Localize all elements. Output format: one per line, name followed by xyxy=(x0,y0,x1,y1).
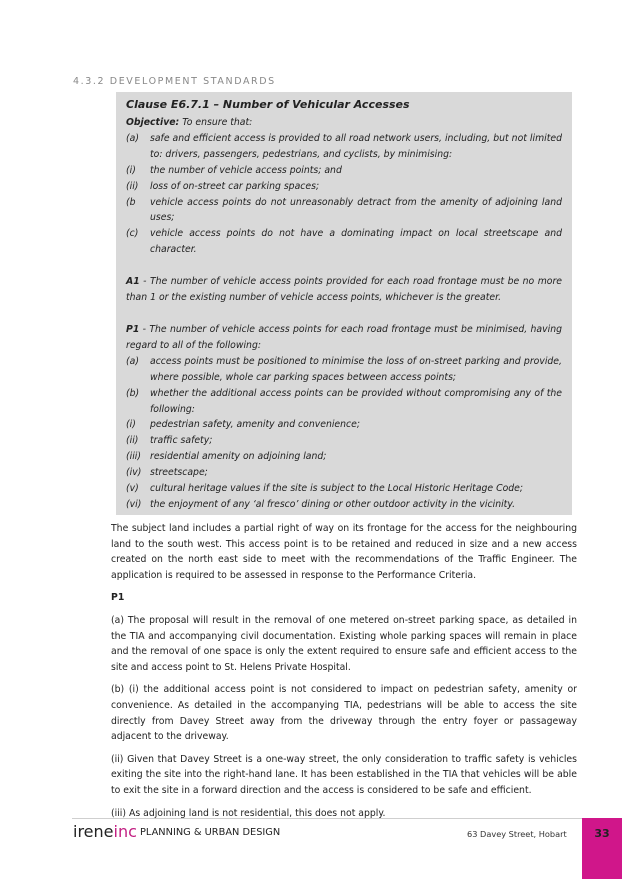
p1-heading: P1 xyxy=(111,592,125,604)
item-text: vehicle access points do not have a dominating impact on local streetscape and character. xyxy=(150,228,562,256)
item-text: whether the additional access points can be provided without compromising any of the following: xyxy=(150,387,562,415)
item-text: safe and efficient access is provided to all road network users, including, but not limited to: drivers, passengers, pedestrians, and cyclists, by minimising: xyxy=(150,132,562,160)
clause-item-b xyxy=(126,195,562,227)
page-number: 33 xyxy=(594,827,610,840)
intro-paragraph: The subject land includes a partial right of way on its frontage for the access for the neighbouring land to the south west. This access point is to be retained and reduced in size and a new access created on the north east side to meet with the recommendations of the Traffic Engineer. The application is required to be assessed in response to the Performance Criteria. xyxy=(111,523,577,581)
clause-item-c xyxy=(126,226,562,258)
item-label: (a) xyxy=(126,355,139,367)
item-label: (ii) xyxy=(126,435,139,447)
p1-item-a xyxy=(126,354,562,386)
item-text: vehicle access points do not unreasonably detract from the amenity of adjoining land uses; xyxy=(150,196,562,224)
section-heading: 4.3.2 DEVELOPMENT STANDARDS xyxy=(73,76,276,87)
item-text: residential amenity on adjoining land; xyxy=(150,451,327,463)
p1-item-iv xyxy=(126,465,562,481)
item-text: pedestrian safety, amenity and convenience; xyxy=(150,419,361,431)
p1-item-i xyxy=(126,417,562,433)
objective-text: To ensure that: xyxy=(179,117,253,128)
p1-item-iii xyxy=(126,449,562,465)
clause-title: Clause E6.7.1 – Number of Vehicular Accesses xyxy=(126,98,410,111)
item-text: the enjoyment of any ‘al fresco’ dining or other outdoor activity in the vicinity. xyxy=(150,498,516,510)
item-label: (b) xyxy=(126,387,140,399)
clause-item-i xyxy=(126,163,562,179)
item-text: cultural heritage values if the site is subject to the Local Historic Heritage Code; xyxy=(150,483,524,495)
item-label: (i) xyxy=(126,164,136,176)
p1-item-ii xyxy=(126,433,562,449)
item-label: (v) xyxy=(126,483,139,495)
item-label: (ii) xyxy=(126,180,139,192)
objective-line xyxy=(126,115,562,131)
clause-item-a xyxy=(126,131,562,163)
footer-address: 63 Davey Street, Hobart xyxy=(467,829,567,839)
objective-label: Objective: xyxy=(126,117,180,128)
clause-box xyxy=(116,92,572,515)
p1-text: - The number of vehicle access points for each road frontage must be minimised, having regard to all of the following: xyxy=(126,323,562,351)
item-text: access points must be positioned to minimise the loss of on-street parking and provide, where possible, whole car parking spaces between access points; xyxy=(150,355,562,383)
paragraph-b-i: (b) (i) the additional access point is not considered to impact on pedestrian safety, amenity or convenience. As detailed in the accompanying TIA, pedestrians will be able to access the site directly from Davey Street away from the driveway through the entry foyer or passageway adjacent to the driveway. xyxy=(111,684,577,743)
p1-label: P1 xyxy=(126,323,140,335)
item-label: (iv) xyxy=(126,467,142,479)
item-text: the number of vehicle access points; and xyxy=(150,164,342,176)
p1-item-vi xyxy=(126,497,562,513)
paragraph-ii: (ii) Given that Davey Street is a one-way street, the only consideration to traffic safety is vehicles exiting the site into the right-hand lane. It has been established in the TIA that vehicles will be able to exit the site in a forward direction and the access is considered to be safe and efficient. xyxy=(111,753,577,796)
item-text: loss of on-street car parking spaces; xyxy=(150,180,320,192)
paragraph-iii: (iii) As adjoining land is not residential, this does not apply. xyxy=(111,807,386,819)
company-logo xyxy=(73,822,137,841)
item-label: (vi) xyxy=(126,498,142,510)
assessment-body xyxy=(111,521,577,828)
logo-accent: inc xyxy=(113,822,137,841)
p1-item-b xyxy=(126,386,562,418)
a1-text: - The number of vehicle access points provided for each road frontage must be no more than 1 or the existing number of vehicle access points, whichever is the greater. xyxy=(126,276,562,304)
performance-criteria-p1 xyxy=(126,322,562,354)
item-label: (c) xyxy=(126,228,139,240)
item-text: streetscape; xyxy=(150,467,208,479)
item-text: traffic safety; xyxy=(150,435,213,447)
clause-item-ii xyxy=(126,179,562,195)
item-label: (b xyxy=(126,196,136,208)
footer-divider xyxy=(72,818,582,819)
paragraph-a: (a) The proposal will result in the removal of one metered on-street parking space, as detailed in the TIA and accompanying civil documentation. Existing whole parking spaces will remain in place and the removal of one space is only the extent required to ensure safe and efficient access to the site and access point to St. Helens Private Hospital. xyxy=(111,614,577,673)
company-tagline: PLANNING & URBAN DESIGN xyxy=(140,827,281,838)
p1-item-v xyxy=(126,481,562,497)
item-label: (a) xyxy=(126,132,139,144)
item-label: (iii) xyxy=(126,451,142,463)
item-label: (i) xyxy=(126,419,136,431)
a1-label: A1 xyxy=(126,276,140,288)
acceptable-solution-a1 xyxy=(126,274,562,306)
page-number-tab xyxy=(582,818,622,879)
logo-main: irene xyxy=(73,822,114,841)
